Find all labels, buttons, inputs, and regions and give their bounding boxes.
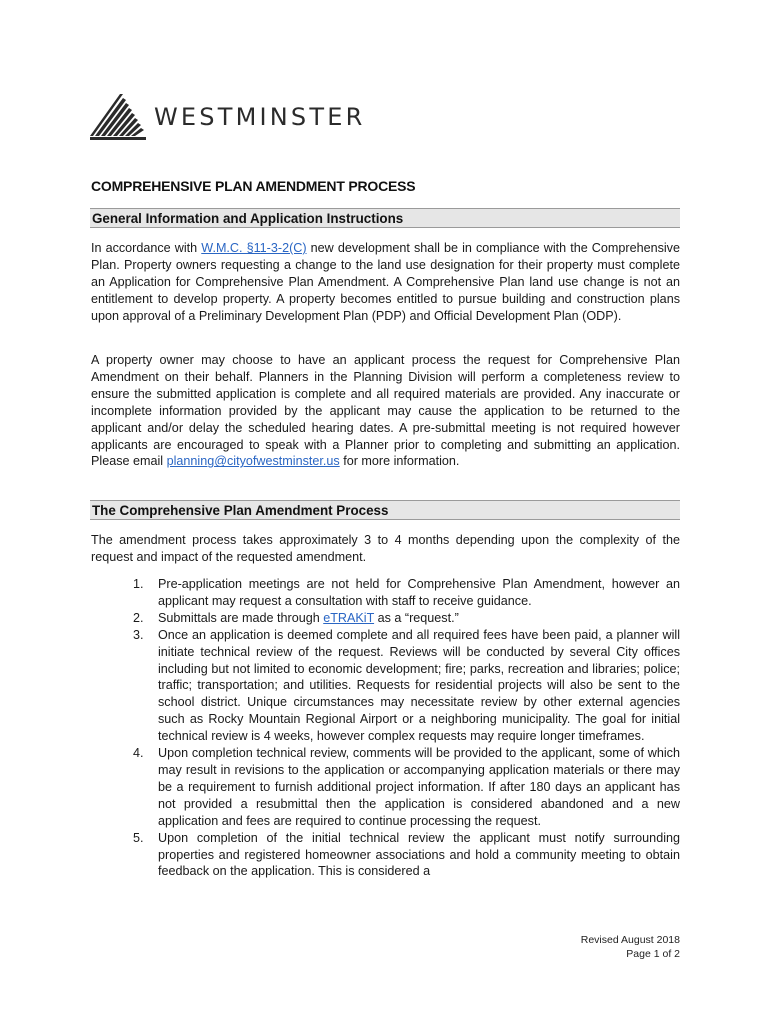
list-item [133, 830, 680, 881]
item-text: as a “request.” [374, 610, 459, 625]
logo-wordmark: WESTMINSTER [154, 103, 366, 131]
general-paragraph-2 [91, 352, 680, 470]
general-paragraph-1 [91, 240, 680, 325]
westminster-stripes-icon [90, 92, 146, 142]
item-number: 3. [133, 627, 144, 642]
item-number: 5. [133, 830, 144, 845]
planning-email-link[interactable]: planning@cityofwestminster.us [166, 454, 340, 469]
text: for more information. [339, 454, 460, 469]
item-number: 4. [133, 746, 144, 761]
list-item [133, 627, 680, 745]
section-heading-process: The Comprehensive Plan Amendment Process [90, 500, 680, 520]
etrakit-link[interactable]: eTRAKiT [323, 610, 375, 625]
item-number: 1. [133, 577, 144, 591]
document-title: COMPREHENSIVE PLAN AMENDMENT PROCESS [91, 178, 416, 194]
list-item [133, 745, 680, 830]
item-text: Once an application is deemed complete and all required fees have been paid, a planner will initiate technical review of the request. Reviews will be conducted by several City offices including but not limited to economic development; fire; parks, recreation and libraries; police; traffic; transportation; and utilities. Requests for residential projects will also be sent to the school district. Unique circumstances may necessitate review by other external agencies such as Rocky Mountain Regional Airport or a neighboring municipality. The goal for initial technical review is 4 weeks, however complex requests may require longer timeframes. [158, 627, 680, 744]
text: new development shall be in compliance with the Comprehensive Plan. Property owners requesting a change to the land use designation for their property must complete an Application for Comprehensive Plan Amendment. A Comprehensive Plan land use change is not an entitlement to develop property. A property becomes entitled to pursue building and construction plans upon approval of a Preliminary Development Plan (PDP) and Official Development Plan (ODP). [91, 241, 680, 323]
list-item [133, 610, 680, 627]
process-steps-list [133, 576, 680, 880]
item-text: Submittals are made through [158, 610, 324, 625]
revised-date: Revised August 2018 [580, 934, 680, 946]
item-text: Upon completion of the initial technical review the applicant must notify surrounding properties and registered homeowner associations and hold a community meeting to obtain feedback on the application. This is considered a [158, 830, 680, 879]
text: In accordance with [91, 241, 202, 255]
text: A property owner may choose to have an applicant process the request for Comprehensive Plan Amendment on their behalf. Planners in the Planning Division will perform a completeness review to ensure the submitted application is complete and all required materials are provided. Any inaccurate or incomplete information provided by the applicant may cause the application to be returned to the applicant and/or delay the scheduled hearing dates. A pre-submittal meeting is not required however applicants are encouraged to speak with a Planner prior to completing and submitting an application. Please email [91, 353, 680, 469]
wmc-code-link[interactable]: W.M.C. §11-3-2(C) [201, 241, 307, 255]
item-number: 2. [133, 610, 144, 625]
process-intro: The amendment process takes approximately 3 to 4 months depending upon the complexity of the request and impact of the requested amendment. [91, 533, 680, 564]
item-text: Pre-application meetings are not held for Comprehensive Plan Amendment, however an applicant may request a consultation with staff to receive guidance. [158, 577, 680, 608]
page-number: Page 1 of 2 [626, 948, 680, 960]
page-footer [581, 933, 680, 961]
item-text: Upon completion technical review, comments will be provided to the applicant, some of which may result in revisions to the application or accompanying application materials or there may be a requirement to furnish additional project information. If after 180 days an applicant has not provided a resubmittal then the application is considered abandoned and a new application and fees are required to continue processing the request. [158, 746, 680, 828]
section-heading-general: General Information and Application Instructions [90, 208, 680, 228]
list-item [133, 576, 680, 610]
westminster-logo [90, 92, 365, 142]
